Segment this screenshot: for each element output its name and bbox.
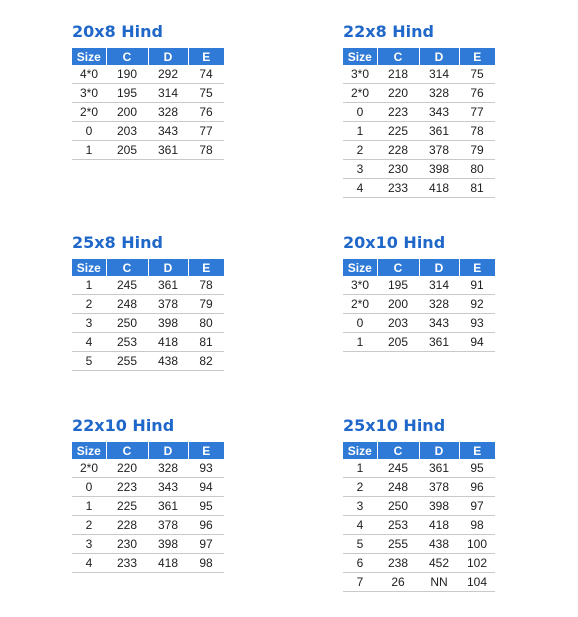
cell-e: 93 (459, 314, 495, 333)
cell-d: 328 (419, 84, 459, 103)
spec-table (343, 442, 495, 592)
cell-e: 76 (188, 103, 224, 122)
column-header-size: Size (72, 259, 106, 276)
spec-block-25x10 (343, 416, 495, 592)
cell-size: 3 (343, 160, 377, 179)
cell-d: 361 (419, 333, 459, 352)
cell-c: 255 (106, 352, 148, 371)
cell-e: 104 (459, 573, 495, 592)
cell-c: 228 (377, 141, 419, 160)
cell-size: 3*0 (343, 276, 377, 295)
cell-size: 1 (343, 459, 377, 478)
table-row (72, 352, 224, 371)
cell-d: 343 (419, 103, 459, 122)
table-row (72, 516, 224, 535)
table-row (72, 554, 224, 573)
cell-c: 230 (377, 160, 419, 179)
cell-d: 438 (148, 352, 188, 371)
cell-e: 100 (459, 535, 495, 554)
cell-d: 328 (148, 459, 188, 478)
table-row (343, 497, 495, 516)
cell-e: 75 (188, 84, 224, 103)
cell-d: 378 (419, 478, 459, 497)
cell-d: 418 (148, 554, 188, 573)
column-header-size: Size (72, 48, 106, 65)
cell-d: 398 (419, 160, 459, 179)
cell-size: 2 (72, 516, 106, 535)
cell-c: 195 (377, 276, 419, 295)
cell-c: 255 (377, 535, 419, 554)
cell-e: 79 (459, 141, 495, 160)
cell-c: 218 (377, 65, 419, 84)
column-header-e: E (188, 48, 224, 65)
cell-d: 292 (148, 65, 188, 84)
table-row (343, 535, 495, 554)
spec-table (343, 259, 495, 352)
cell-d: 361 (148, 141, 188, 160)
cell-size: 4*0 (72, 65, 106, 84)
table-row (343, 141, 495, 160)
table-title: 22x8 Hind (343, 22, 435, 41)
cell-e: 78 (188, 141, 224, 160)
cell-e: 92 (459, 295, 495, 314)
table-row (343, 478, 495, 497)
cell-size: 4 (343, 516, 377, 535)
column-header-d: D (419, 48, 459, 65)
cell-c: 233 (377, 179, 419, 198)
column-header-d: D (419, 442, 459, 459)
cell-e: 80 (188, 314, 224, 333)
table-row (343, 276, 495, 295)
cell-e: 80 (459, 160, 495, 179)
table-row (72, 535, 224, 554)
column-header-e: E (459, 48, 495, 65)
cell-size: 2*0 (343, 295, 377, 314)
cell-d: 398 (419, 497, 459, 516)
cell-c: 228 (106, 516, 148, 535)
cell-c: 250 (377, 497, 419, 516)
cell-size: 7 (343, 573, 377, 592)
cell-d: 418 (148, 333, 188, 352)
cell-size: 6 (343, 554, 377, 573)
spec-block-22x8 (343, 22, 495, 198)
cell-size: 0 (343, 103, 377, 122)
cell-size: 1 (72, 141, 106, 160)
cell-d: 398 (148, 535, 188, 554)
table-row (72, 84, 224, 103)
cell-size: 2 (343, 478, 377, 497)
cell-c: 238 (377, 554, 419, 573)
table-title: 20x8 Hind (72, 22, 164, 41)
cell-size: 5 (72, 352, 106, 371)
cell-size: 4 (72, 554, 106, 573)
cell-e: 98 (459, 516, 495, 535)
cell-size: 2 (343, 141, 377, 160)
table-row (343, 459, 495, 478)
spec-block-25x8 (72, 233, 224, 371)
cell-c: 245 (377, 459, 419, 478)
table-row (72, 459, 224, 478)
cell-d: 328 (419, 295, 459, 314)
cell-d: 438 (419, 535, 459, 554)
cell-size: 1 (343, 333, 377, 352)
cell-e: 97 (459, 497, 495, 516)
table-header-row (72, 48, 224, 65)
cell-size: 2*0 (72, 103, 106, 122)
spec-block-22x10 (72, 416, 224, 573)
cell-size: 1 (343, 122, 377, 141)
spec-block-20x8 (72, 22, 224, 160)
cell-e: 93 (188, 459, 224, 478)
table-row (343, 333, 495, 352)
cell-size: 0 (72, 478, 106, 497)
table-header-row (343, 259, 495, 276)
cell-d: 452 (419, 554, 459, 573)
spec-table (72, 259, 224, 371)
cell-size: 1 (72, 497, 106, 516)
cell-c: 205 (377, 333, 419, 352)
table-row (343, 179, 495, 198)
table-row (343, 65, 495, 84)
column-header-d: D (148, 259, 188, 276)
cell-d: 314 (419, 276, 459, 295)
cell-d: 314 (419, 65, 459, 84)
cell-size: 1 (72, 276, 106, 295)
table-row (343, 573, 495, 592)
cell-e: 81 (459, 179, 495, 198)
cell-size: 2 (72, 295, 106, 314)
cell-e: 77 (459, 103, 495, 122)
cell-c: 220 (377, 84, 419, 103)
column-header-c: C (377, 259, 419, 276)
cell-c: 233 (106, 554, 148, 573)
column-header-c: C (377, 442, 419, 459)
cell-d: 361 (148, 276, 188, 295)
cell-d: 418 (419, 516, 459, 535)
column-header-size: Size (72, 442, 106, 459)
cell-c: 223 (377, 103, 419, 122)
table-title: 25x10 Hind (343, 416, 446, 435)
cell-d: 361 (419, 122, 459, 141)
cell-c: 190 (106, 65, 148, 84)
cell-size: 0 (72, 122, 106, 141)
cell-d: 343 (148, 478, 188, 497)
table-title: 20x10 Hind (343, 233, 446, 252)
cell-d: 398 (148, 314, 188, 333)
cell-c: 250 (106, 314, 148, 333)
cell-e: 96 (188, 516, 224, 535)
cell-d: 343 (419, 314, 459, 333)
table-row (343, 84, 495, 103)
cell-d: 378 (148, 516, 188, 535)
cell-size: 3*0 (343, 65, 377, 84)
cell-e: 95 (459, 459, 495, 478)
cell-d: NN (419, 573, 459, 592)
cell-c: 230 (106, 535, 148, 554)
cell-c: 203 (106, 122, 148, 141)
column-header-c: C (106, 442, 148, 459)
cell-c: 200 (106, 103, 148, 122)
cell-size: 3 (72, 535, 106, 554)
cell-c: 200 (377, 295, 419, 314)
cell-e: 75 (459, 65, 495, 84)
cell-c: 220 (106, 459, 148, 478)
column-header-e: E (459, 442, 495, 459)
cell-size: 3 (72, 314, 106, 333)
cell-size: 4 (343, 179, 377, 198)
cell-e: 97 (188, 535, 224, 554)
cell-d: 378 (419, 141, 459, 160)
cell-e: 78 (188, 276, 224, 295)
cell-e: 79 (188, 295, 224, 314)
cell-size: 2*0 (72, 459, 106, 478)
column-header-d: D (148, 442, 188, 459)
column-header-size: Size (343, 48, 377, 65)
cell-c: 225 (377, 122, 419, 141)
column-header-e: E (459, 259, 495, 276)
cell-e: 102 (459, 554, 495, 573)
table-row (72, 276, 224, 295)
table-row (72, 333, 224, 352)
table-row (343, 160, 495, 179)
cell-e: 98 (188, 554, 224, 573)
cell-d: 378 (148, 295, 188, 314)
spec-table (72, 48, 224, 160)
cell-c: 203 (377, 314, 419, 333)
cell-e: 96 (459, 478, 495, 497)
table-row (343, 122, 495, 141)
cell-d: 314 (148, 84, 188, 103)
table-row (343, 516, 495, 535)
table-row (72, 103, 224, 122)
cell-d: 418 (419, 179, 459, 198)
column-header-d: D (148, 48, 188, 65)
table-row (72, 141, 224, 160)
cell-c: 223 (106, 478, 148, 497)
table-header-row (72, 442, 224, 459)
cell-size: 3*0 (72, 84, 106, 103)
cell-size: 2*0 (343, 84, 377, 103)
table-header-row (343, 48, 495, 65)
cell-e: 78 (459, 122, 495, 141)
table-row (343, 103, 495, 122)
cell-e: 94 (459, 333, 495, 352)
cell-c: 253 (377, 516, 419, 535)
table-row (343, 554, 495, 573)
cell-d: 343 (148, 122, 188, 141)
table-header-row (72, 259, 224, 276)
cell-e: 76 (459, 84, 495, 103)
table-row (72, 122, 224, 141)
cell-size: 4 (72, 333, 106, 352)
column-header-e: E (188, 259, 224, 276)
cell-d: 361 (419, 459, 459, 478)
cell-c: 195 (106, 84, 148, 103)
cell-size: 0 (343, 314, 377, 333)
spec-block-20x10 (343, 233, 495, 352)
cell-c: 26 (377, 573, 419, 592)
cell-e: 94 (188, 478, 224, 497)
cell-c: 253 (106, 333, 148, 352)
column-header-size: Size (343, 442, 377, 459)
spec-table (343, 48, 495, 198)
column-header-c: C (106, 259, 148, 276)
table-header-row (343, 442, 495, 459)
cell-d: 328 (148, 103, 188, 122)
cell-e: 95 (188, 497, 224, 516)
column-header-size: Size (343, 259, 377, 276)
cell-c: 225 (106, 497, 148, 516)
cell-size: 3 (343, 497, 377, 516)
table-row (343, 295, 495, 314)
table-title: 25x8 Hind (72, 233, 164, 252)
table-row (72, 65, 224, 84)
cell-c: 205 (106, 141, 148, 160)
cell-c: 245 (106, 276, 148, 295)
column-header-e: E (188, 442, 224, 459)
spec-table (72, 442, 224, 573)
table-row (72, 478, 224, 497)
column-header-c: C (106, 48, 148, 65)
table-row (72, 497, 224, 516)
table-row (343, 314, 495, 333)
cell-e: 77 (188, 122, 224, 141)
table-row (72, 295, 224, 314)
cell-e: 82 (188, 352, 224, 371)
cell-size: 5 (343, 535, 377, 554)
cell-e: 74 (188, 65, 224, 84)
column-header-d: D (419, 259, 459, 276)
table-row (72, 314, 224, 333)
cell-c: 248 (377, 478, 419, 497)
cell-e: 91 (459, 276, 495, 295)
column-header-c: C (377, 48, 419, 65)
cell-e: 81 (188, 333, 224, 352)
cell-d: 361 (148, 497, 188, 516)
cell-c: 248 (106, 295, 148, 314)
table-title: 22x10 Hind (72, 416, 175, 435)
